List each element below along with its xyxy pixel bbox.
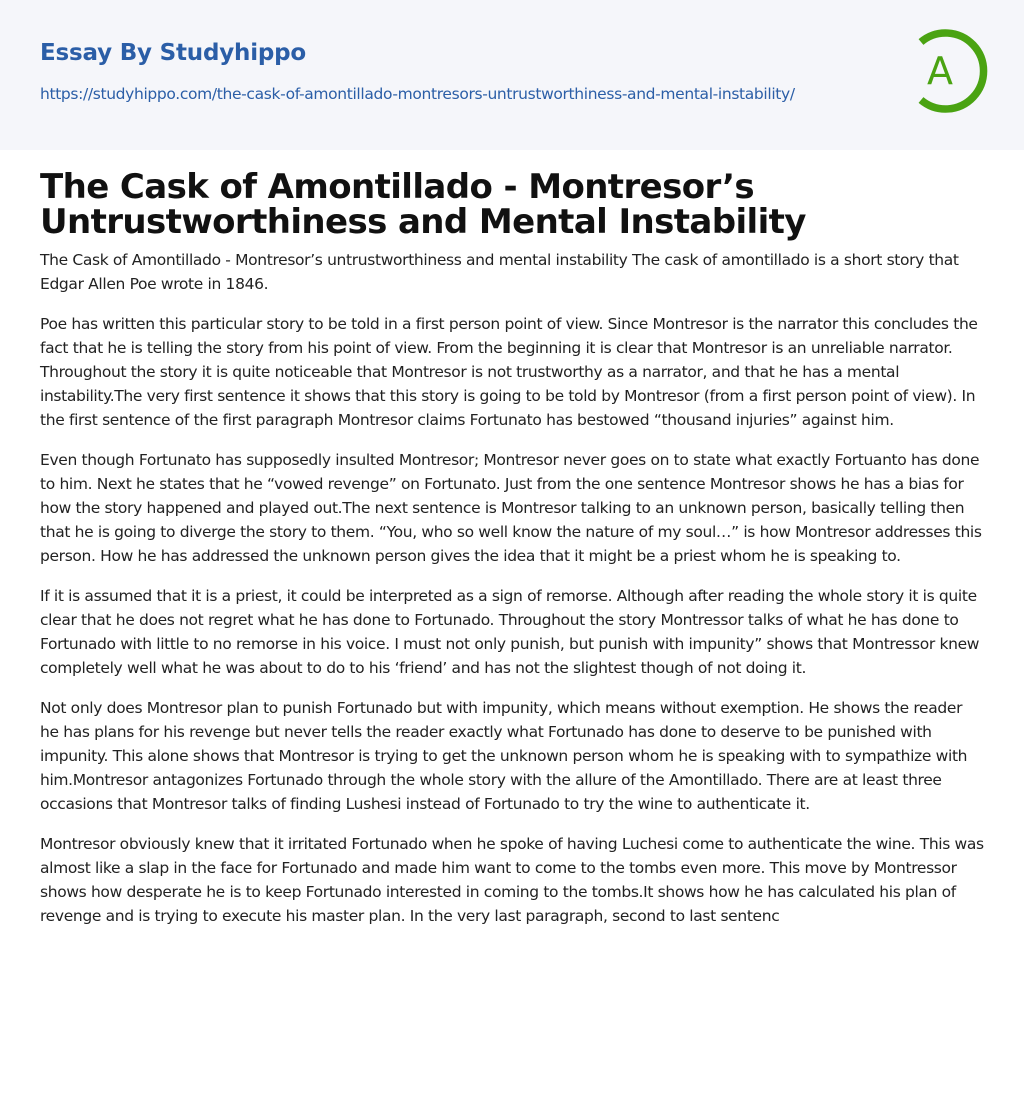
- site-header: [0, 0, 1024, 150]
- logo-letter: A: [927, 49, 953, 93]
- article-paragraph: The Cask of Amontillado - Montresor’s untrustworthiness and mental instability The cask of amontillado is a short story that Edgar Allen Poe wrote in 1846.: [40, 251, 959, 293]
- logo-graphic: [900, 26, 990, 116]
- studyhippo-logo-icon[interactable]: [900, 26, 990, 116]
- article-title: The Cask of Amontillado - Montresor’s Untrustworthiness and Mental Instability: [40, 167, 806, 242]
- article-paragraph: Even though Fortunato has supposedly insulted Montresor; Montresor never goes on to state what exactly Fortuanto has done to him. Next he states that he “vowed revenge” on Fortunato. Just from the one sentence Montresor shows he has a bias for how the story happened and played out.The next sentence is Montresor talking to an unknown person, basically telling then that he is going to diverge the story to them. “You, who so well know the nature of my soul…” is how Montresor addresses this person. How he has addressed the unknown person gives the idea that it might be a priest whom he is speaking to.: [40, 451, 982, 565]
- article-paragraph: Montresor obviously knew that it irritated Fortunado when he spoke of having Luchesi come to authenticate the wine. This was almost like a slap in the face for Fortunado and made him want to come to the tombs even more. This move by Montressor shows how desperate he is to keep Fortunado interested in coming to the tombs.It shows how he has calculated his plan of revenge and is trying to execute his master plan. In the very last paragraph, second to last sentenc: [40, 835, 984, 925]
- article: [0, 150, 1024, 984]
- article-paragraph: Poe has written this particular story to be told in a first person point of view. Since Montresor is the narrator this concludes the fact that he is telling the story from his point of view. From the beginning it is clear that Montresor is an unreliable narrator. Throughout the story it is quite noticeable that Montresor is not trustworthy as a narrator, and that he has a mental instability.The very first sentence it shows that this story is going to be told by Montresor (from a first person point of view). In the first sentence of the first paragraph Montresor claims Fortunato has bestowed “thousand injuries” against him.: [40, 315, 978, 429]
- article-paragraph: If it is assumed that it is a priest, it could be interpreted as a sign of remorse. Although after reading the whole story it is quite clear that he does not regret what he has done to Fortunado. Throughout the story Montressor talks of what he has done to Fortunado with little to no remorse in his voice. I must not only punish, but punish with impunity” shows that Montressor knew completely well what he was about to do to his ‘friend’ and has not the slightest though of not doing it.: [40, 587, 980, 677]
- brand-title: Essay By Studyhippo: [40, 40, 307, 66]
- essay-url-link[interactable]: https://studyhippo.com/the-cask-of-amontillado-montresors-untrustworthiness-and-mental-instability/: [40, 85, 795, 103]
- article-paragraph: Not only does Montresor plan to punish Fortunado but with impunity, which means without exemption. He shows the reader he has plans for his revenge but never tells the reader exactly what Fortunado has done to deserve to be punished with impunity. This alone shows that Montresor is trying to get the unknown person whom he is speaking with to sympathize with him.Montresor antagonizes Fortunado through the whole story with the allure of the Amontillado. There are at least three occasions that Montresor talks of finding Lushesi instead of Fortunado to try the wine to authenticate it.: [40, 699, 968, 813]
